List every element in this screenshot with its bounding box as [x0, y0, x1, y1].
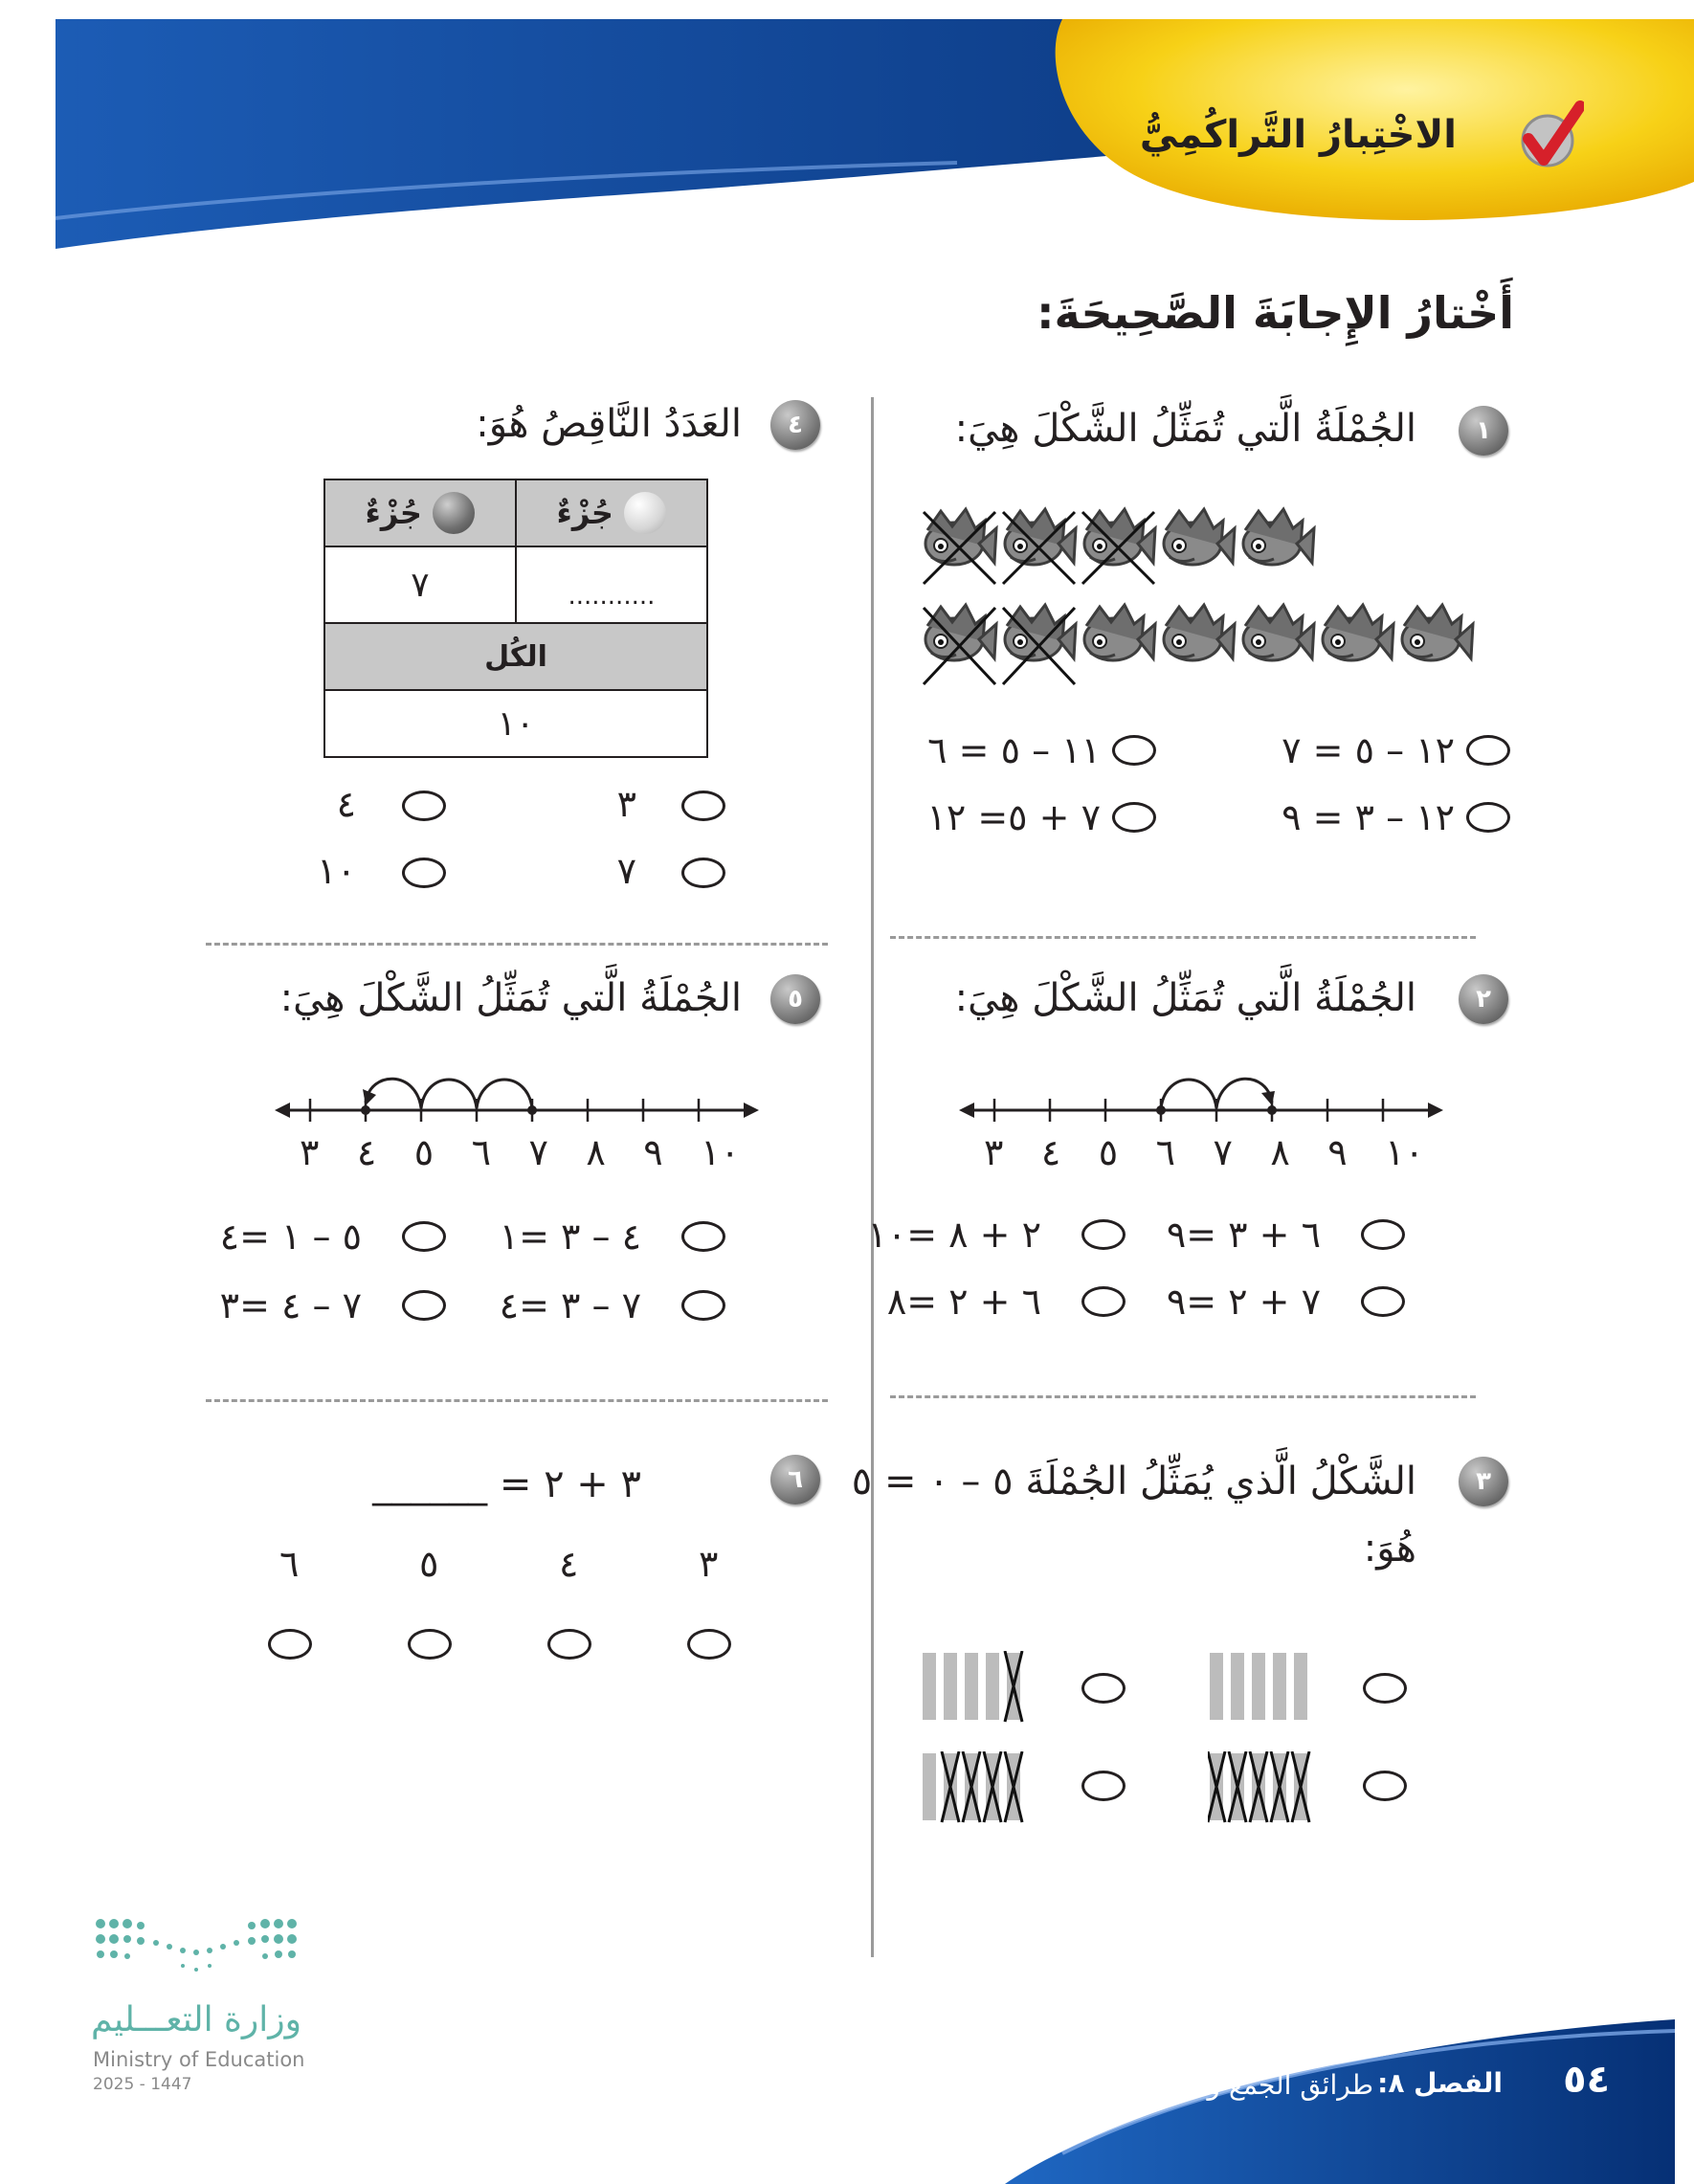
q5-tick-label: ٦: [471, 1131, 492, 1173]
checkmark-icon: [1517, 100, 1584, 172]
ministry-name-en: Ministry of Education: [93, 2048, 305, 2071]
q5-option-4-radio[interactable]: [402, 1290, 446, 1321]
page-number: ٥٤: [1563, 2058, 1610, 2102]
q2-option-2: ٢ + ٨ =١٠: [867, 1214, 1041, 1256]
q4-option-4-radio[interactable]: [402, 858, 446, 888]
q3-option-2-radio[interactable]: [1081, 1673, 1126, 1704]
separator-right-1: [890, 936, 1476, 939]
q1-option-1-radio[interactable]: [1466, 735, 1510, 766]
question-4-badge: ٤: [770, 400, 820, 450]
q3-option-4-picture: [921, 1751, 1036, 1823]
part-header-1: جُزْءٌ: [516, 479, 707, 546]
q2-tick-label: ٣: [984, 1131, 1004, 1173]
q5-tick-label: ٨: [586, 1131, 606, 1173]
separator-left-1: [206, 943, 828, 946]
question-5-badge: ٥: [770, 974, 820, 1024]
q2-option-4: ٦ + ٢ =٨: [886, 1281, 1041, 1323]
missing-part-cell: ...........: [516, 546, 707, 623]
q2-option-1-radio[interactable]: [1361, 1219, 1405, 1250]
q3-option-1-picture: [1208, 1651, 1323, 1723]
q5-tick-label: ١٠: [701, 1131, 740, 1173]
header-title: الاخْتِبارُ التَّراكُمِيُّ: [1139, 113, 1457, 157]
q1-option-2: ١١ – ٥ = ٦: [927, 729, 1101, 771]
question-5-title: الجُمْلَةُ الَّتي تُمَثِّلُ الشَّكْلَ هِيَ:: [279, 976, 742, 1020]
ministry-logo-icon: [91, 1914, 301, 1986]
q5-option-2-radio[interactable]: [402, 1221, 446, 1252]
separator-left-2: [206, 1399, 828, 1402]
q2-option-1: ٦ + ٣ =٩: [1166, 1214, 1321, 1256]
question-6-badge: ٦: [770, 1455, 820, 1504]
q5-option-2: ٥ – ١ =٤: [219, 1215, 362, 1258]
q4-option-1-radio[interactable]: [681, 791, 725, 821]
q2-option-3-radio[interactable]: [1361, 1286, 1405, 1317]
q6-option-4-label: ٦: [279, 1543, 300, 1585]
question-2-badge: ٢: [1459, 974, 1508, 1024]
part-header-2: جُزْءٌ: [324, 479, 516, 546]
q5-tick-label: ٧: [528, 1131, 548, 1173]
fish-row-1: [924, 509, 1314, 584]
q5-option-1-radio[interactable]: [681, 1221, 725, 1252]
q2-tick-label: ٧: [1213, 1131, 1233, 1173]
chapter-title: طرائق الجمع والطرح: [1137, 2069, 1373, 2101]
column-divider: [871, 397, 874, 1957]
part-whole-table: [323, 479, 708, 758]
q2-tick-label: ٤: [1040, 1131, 1061, 1173]
separator-right-2: [890, 1395, 1476, 1398]
dark-counter-icon: [433, 492, 475, 534]
q6-option-3-radio[interactable]: [408, 1629, 452, 1660]
q5-number-line-labels: [300, 1131, 740, 1173]
q2-option-4-radio[interactable]: [1081, 1286, 1126, 1317]
q2-tick-label: ٦: [1155, 1131, 1176, 1173]
q2-option-2-radio[interactable]: [1081, 1219, 1126, 1250]
chapter-label: الفصل ٨:: [1377, 2067, 1503, 2099]
q2-number-line-labels: [984, 1131, 1424, 1173]
q3-option-3-radio[interactable]: [1363, 1771, 1407, 1801]
q3-option-4-radio[interactable]: [1081, 1771, 1126, 1801]
q1-option-3: ١٢ – ٣ = ٩: [1282, 796, 1455, 838]
ministry-year: 2025 - 1447: [93, 2075, 192, 2094]
q6-option-4-radio[interactable]: [268, 1629, 312, 1660]
q1-option-4: ٧ + ٥= ١٢: [926, 796, 1101, 838]
question-1-badge: ١: [1459, 406, 1508, 456]
q3-option-2-picture: [921, 1651, 1036, 1723]
question-1-title: الجُمْلَةُ الَّتي تُمَثِّلُ الشَّكْلَ هِيَ:: [954, 407, 1416, 451]
fish-row-2: [924, 605, 1473, 684]
q6-option-2-label: ٤: [559, 1543, 579, 1585]
q4-option-2: ٤: [336, 783, 356, 825]
question-4-title: العَدَدُ النَّاقِصُ هُوَ:: [476, 402, 742, 446]
q4-option-3: ٧: [616, 850, 636, 892]
light-counter-icon: [624, 492, 666, 534]
question-3-title: الشَّكْلُ الَّذي يُمَثِّلُ الجُمْلَةَ ٥ – ٠ = ٥: [851, 1460, 1416, 1504]
q5-option-3: ٧ – ٣ =٤: [499, 1284, 641, 1326]
known-part-cell: ٧: [324, 546, 516, 623]
whole-header-cell: الكُل: [324, 623, 707, 690]
q1-option-1: ١٢ – ٥ = ٧: [1282, 729, 1455, 771]
whole-value-cell: ١٠: [324, 690, 707, 757]
q3-option-3-picture: [1208, 1751, 1323, 1823]
q1-fish-picture: [919, 502, 1493, 694]
question-3-title-2: هُوَ:: [1363, 1527, 1416, 1571]
q5-option-3-radio[interactable]: [681, 1290, 725, 1321]
q3-option-1-radio[interactable]: [1363, 1673, 1407, 1704]
q4-option-2-radio[interactable]: [402, 791, 446, 821]
q2-tick-label: ٨: [1270, 1131, 1290, 1173]
q5-option-1: ٤ – ٣ =١: [499, 1215, 641, 1258]
instruction-text: أَخْتارُ الإِجابَةَ الصَّحِيحَةَ:: [1036, 287, 1514, 339]
q4-option-1: ٣: [616, 783, 636, 825]
q1-option-2-radio[interactable]: [1112, 735, 1156, 766]
q2-tick-label: ٩: [1327, 1131, 1348, 1173]
question-2-title: الجُمْلَةُ الَّتي تُمَثِّلُ الشَّكْلَ هِيَ:: [954, 976, 1416, 1020]
question-3-badge: ٣: [1459, 1457, 1508, 1506]
q5-tick-label: ٣: [300, 1131, 320, 1173]
q2-option-3: ٧ + ٢ =٩: [1166, 1281, 1321, 1323]
ministry-name-ar: وزارة التعـــليم: [91, 2000, 302, 2039]
q6-option-2-radio[interactable]: [547, 1629, 591, 1660]
q6-option-3-label: ٥: [419, 1543, 439, 1585]
q2-tick-label: ٥: [1098, 1131, 1119, 1173]
q6-option-1-radio[interactable]: [687, 1629, 731, 1660]
q5-tick-label: ٤: [356, 1131, 377, 1173]
question-6-equation: ٣ + ٢ = ______: [372, 1462, 641, 1506]
q1-option-4-radio[interactable]: [1112, 802, 1156, 833]
q5-tick-label: ٥: [413, 1131, 435, 1173]
q4-option-4: ١٠: [317, 850, 356, 892]
q5-tick-label: ٩: [643, 1131, 663, 1173]
q1-option-3-radio[interactable]: [1466, 802, 1510, 833]
q4-option-3-radio[interactable]: [681, 858, 725, 888]
q2-tick-label: ١٠: [1385, 1131, 1424, 1173]
q5-option-4: ٧ – ٤ =٣: [219, 1284, 362, 1326]
q6-option-1-label: ٣: [699, 1543, 719, 1585]
